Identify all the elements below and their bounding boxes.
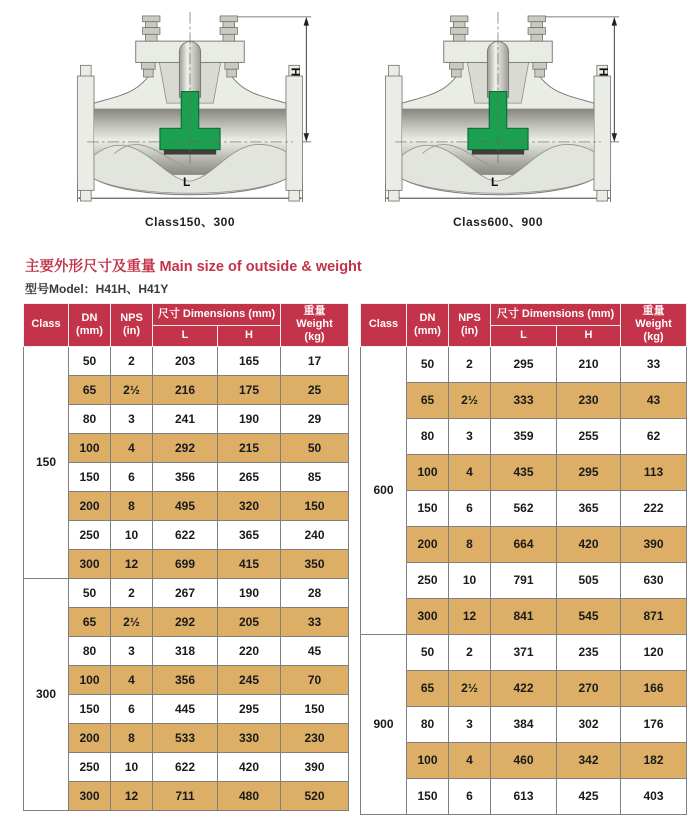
page-title <box>25 259 362 276</box>
data-cell: 2½ <box>449 670 491 706</box>
data-cell: 420 <box>218 752 281 781</box>
data-cell: 240 <box>281 520 349 549</box>
page-title-cn: 主要外形尺寸及重量 <box>25 259 156 275</box>
data-cell: 3 <box>449 706 491 742</box>
table-row <box>24 375 349 404</box>
data-cell: 320 <box>218 491 281 520</box>
data-cell: 3 <box>111 404 153 433</box>
data-cell: 250 <box>69 752 111 781</box>
data-cell: 12 <box>111 781 153 810</box>
data-cell: 371 <box>491 634 557 670</box>
col-header-weight-unit: (kg) <box>643 331 664 344</box>
data-cell: 150 <box>69 462 111 491</box>
data-cell: 4 <box>449 742 491 778</box>
col-header-class: Class <box>361 304 407 347</box>
title-block <box>25 259 362 297</box>
table-row <box>361 778 687 814</box>
data-cell: 333 <box>491 382 557 418</box>
col-header-weight-en: Weight <box>635 318 672 331</box>
data-cell: 356 <box>153 462 218 491</box>
table-row <box>24 549 349 578</box>
table-row <box>24 520 349 549</box>
valve-figure-class600-900 <box>372 8 624 230</box>
col-header-weight-cn: 重量 <box>642 305 665 317</box>
data-cell: 29 <box>281 404 349 433</box>
table-row <box>24 694 349 723</box>
class-cell: 900 <box>361 634 407 814</box>
col-header-nps-unit: (in) <box>460 324 479 337</box>
data-cell: 495 <box>153 491 218 520</box>
model-line: 型号Model：H41H、H41Y <box>25 282 169 297</box>
data-cell: 365 <box>218 520 281 549</box>
table-row <box>24 636 349 665</box>
table-row <box>24 491 349 520</box>
data-cell: 622 <box>153 752 218 781</box>
data-cell: 711 <box>153 781 218 810</box>
data-cell: 356 <box>153 665 218 694</box>
data-cell: 43 <box>621 382 687 418</box>
data-cell: 100 <box>407 742 449 778</box>
data-cell: 342 <box>557 742 621 778</box>
col-header-nps-unit: (in) <box>122 324 141 337</box>
data-cell: 8 <box>449 526 491 562</box>
data-cell: 533 <box>153 723 218 752</box>
data-cell: 10 <box>111 752 153 781</box>
col-header-l: L <box>491 326 557 346</box>
data-cell: 4 <box>449 454 491 490</box>
data-cell: 205 <box>218 607 281 636</box>
data-cell: 255 <box>557 418 621 454</box>
class-cell: 300 <box>24 578 69 810</box>
data-cell: 622 <box>153 520 218 549</box>
table-row <box>361 634 687 670</box>
data-cell: 203 <box>153 346 218 375</box>
data-cell: 384 <box>491 706 557 742</box>
dimensions-table-class150-300 <box>23 303 349 811</box>
col-header-dn <box>69 304 111 347</box>
data-cell: 8 <box>111 723 153 752</box>
data-cell: 182 <box>621 742 687 778</box>
figure-caption: Class150、300 <box>144 215 236 229</box>
data-cell: 350 <box>281 549 349 578</box>
table-row <box>24 346 349 375</box>
data-cell: 50 <box>69 346 111 375</box>
data-cell: 265 <box>218 462 281 491</box>
data-cell: 50 <box>407 346 449 382</box>
data-cell: 300 <box>407 598 449 634</box>
table-row <box>361 670 687 706</box>
data-cell: 2½ <box>111 375 153 404</box>
data-cell: 6 <box>449 778 491 814</box>
data-cell: 62 <box>621 418 687 454</box>
col-header-weight-cn: 重量 <box>303 305 326 317</box>
data-cell: 150 <box>281 491 349 520</box>
table-row <box>24 462 349 491</box>
data-cell: 6 <box>111 694 153 723</box>
data-cell: 270 <box>557 670 621 706</box>
data-cell: 545 <box>557 598 621 634</box>
data-cell: 100 <box>69 665 111 694</box>
data-cell: 33 <box>621 346 687 382</box>
data-cell: 33 <box>281 607 349 636</box>
data-cell: 65 <box>69 375 111 404</box>
dimension-label-l: L <box>183 175 191 189</box>
col-header-weight-en: Weight <box>296 318 333 331</box>
data-cell: 292 <box>153 607 218 636</box>
col-header-dn-top: DN <box>81 311 98 324</box>
data-cell: 699 <box>153 549 218 578</box>
dimension-label-h: H <box>596 67 611 77</box>
data-cell: 150 <box>281 694 349 723</box>
table-row <box>24 578 349 607</box>
col-header-nps-top: NPS <box>458 311 481 324</box>
col-header-dn <box>407 304 449 347</box>
col-header-h: H <box>557 326 621 346</box>
data-cell: 4 <box>111 433 153 462</box>
data-cell: 175 <box>218 375 281 404</box>
data-cell: 210 <box>557 346 621 382</box>
data-cell: 562 <box>491 490 557 526</box>
class-cell: 600 <box>361 346 407 634</box>
data-cell: 318 <box>153 636 218 665</box>
data-cell: 425 <box>557 778 621 814</box>
data-cell: 420 <box>557 526 621 562</box>
col-header-nps-top: NPS <box>120 311 143 324</box>
data-cell: 10 <box>111 520 153 549</box>
data-cell: 267 <box>153 578 218 607</box>
data-cell: 50 <box>407 634 449 670</box>
data-cell: 359 <box>491 418 557 454</box>
data-cell: 176 <box>621 706 687 742</box>
data-cell: 50 <box>69 578 111 607</box>
data-cell: 300 <box>69 781 111 810</box>
table-row <box>361 742 687 778</box>
table-row <box>24 404 349 433</box>
col-header-class: Class <box>24 304 69 347</box>
data-cell: 80 <box>69 404 111 433</box>
data-cell: 150 <box>407 490 449 526</box>
col-header-dimensions: 尺寸 Dimensions (mm) <box>491 304 621 326</box>
col-header-dimensions: 尺寸 Dimensions (mm) <box>153 304 281 326</box>
table-row <box>24 752 349 781</box>
data-cell: 70 <box>281 665 349 694</box>
data-cell: 230 <box>557 382 621 418</box>
data-cell: 2 <box>449 634 491 670</box>
data-cell: 166 <box>621 670 687 706</box>
data-cell: 113 <box>621 454 687 490</box>
data-cell: 80 <box>407 706 449 742</box>
col-header-dn-top: DN <box>419 311 436 324</box>
data-cell: 330 <box>218 723 281 752</box>
table-row <box>24 723 349 752</box>
data-cell: 4 <box>111 665 153 694</box>
data-cell: 200 <box>69 723 111 752</box>
data-cell: 6 <box>449 490 491 526</box>
table-row <box>24 781 349 810</box>
data-cell: 25 <box>281 375 349 404</box>
data-cell: 460 <box>491 742 557 778</box>
data-cell: 222 <box>621 490 687 526</box>
table-row <box>361 562 687 598</box>
col-header-nps <box>111 304 153 347</box>
table-row <box>24 665 349 694</box>
data-cell: 2 <box>111 578 153 607</box>
class-cell: 150 <box>24 346 69 578</box>
table-row <box>24 607 349 636</box>
data-cell: 17 <box>281 346 349 375</box>
table-row <box>24 433 349 462</box>
data-cell: 150 <box>407 778 449 814</box>
data-cell: 520 <box>281 781 349 810</box>
data-cell: 2½ <box>449 382 491 418</box>
data-cell: 215 <box>218 433 281 462</box>
col-header-weight-unit: (kg) <box>304 331 325 344</box>
data-cell: 12 <box>449 598 491 634</box>
table-row <box>361 454 687 490</box>
data-cell: 10 <box>449 562 491 598</box>
data-cell: 165 <box>218 346 281 375</box>
data-cell: 50 <box>281 433 349 462</box>
data-cell: 45 <box>281 636 349 665</box>
data-cell: 12 <box>111 549 153 578</box>
dimensions-table-class600-900 <box>360 303 687 815</box>
data-cell: 230 <box>281 723 349 752</box>
data-cell: 65 <box>407 670 449 706</box>
table-row <box>361 526 687 562</box>
data-cell: 85 <box>281 462 349 491</box>
data-cell: 613 <box>491 778 557 814</box>
data-cell: 300 <box>69 549 111 578</box>
page-title-en: Main size of outside & weight <box>159 259 362 275</box>
data-cell: 791 <box>491 562 557 598</box>
data-cell: 292 <box>153 433 218 462</box>
data-cell: 65 <box>69 607 111 636</box>
data-cell: 216 <box>153 375 218 404</box>
data-cell: 245 <box>218 665 281 694</box>
data-cell: 445 <box>153 694 218 723</box>
dimension-label-l: L <box>491 175 499 189</box>
data-cell: 120 <box>621 634 687 670</box>
data-cell: 841 <box>491 598 557 634</box>
col-header-nps <box>449 304 491 347</box>
data-cell: 302 <box>557 706 621 742</box>
data-cell: 3 <box>449 418 491 454</box>
col-header-dn-unit: (mm) <box>76 324 103 337</box>
figure-caption: Class600、900 <box>452 215 544 229</box>
table-row <box>361 418 687 454</box>
data-cell: 80 <box>69 636 111 665</box>
data-cell: 422 <box>491 670 557 706</box>
data-cell: 295 <box>218 694 281 723</box>
dimension-label-h: H <box>288 67 303 77</box>
data-cell: 100 <box>407 454 449 490</box>
data-cell: 150 <box>69 694 111 723</box>
data-cell: 480 <box>218 781 281 810</box>
data-cell: 390 <box>621 526 687 562</box>
data-cell: 2 <box>111 346 153 375</box>
data-cell: 8 <box>111 491 153 520</box>
data-cell: 65 <box>407 382 449 418</box>
data-cell: 190 <box>218 404 281 433</box>
data-cell: 250 <box>407 562 449 598</box>
data-cell: 190 <box>218 578 281 607</box>
data-cell: 630 <box>621 562 687 598</box>
data-cell: 365 <box>557 490 621 526</box>
valve-figure-class150-300 <box>64 8 316 230</box>
data-cell: 403 <box>621 778 687 814</box>
data-cell: 250 <box>69 520 111 549</box>
data-cell: 80 <box>407 418 449 454</box>
data-cell: 3 <box>111 636 153 665</box>
table-row <box>361 706 687 742</box>
col-header-h: H <box>218 326 281 346</box>
data-cell: 235 <box>557 634 621 670</box>
data-cell: 415 <box>218 549 281 578</box>
col-header-l: L <box>153 326 218 346</box>
data-cell: 871 <box>621 598 687 634</box>
col-header-dn-unit: (mm) <box>414 324 441 337</box>
data-cell: 295 <box>557 454 621 490</box>
col-header-weight <box>281 304 349 347</box>
table-row <box>361 490 687 526</box>
data-cell: 2½ <box>111 607 153 636</box>
data-cell: 505 <box>557 562 621 598</box>
table-row <box>361 598 687 634</box>
data-cell: 200 <box>69 491 111 520</box>
col-header-weight <box>621 304 687 347</box>
data-cell: 2 <box>449 346 491 382</box>
data-cell: 28 <box>281 578 349 607</box>
data-cell: 6 <box>111 462 153 491</box>
data-cell: 100 <box>69 433 111 462</box>
data-cell: 241 <box>153 404 218 433</box>
data-cell: 435 <box>491 454 557 490</box>
data-cell: 390 <box>281 752 349 781</box>
data-cell: 220 <box>218 636 281 665</box>
table-row <box>361 382 687 418</box>
data-cell: 200 <box>407 526 449 562</box>
data-cell: 295 <box>491 346 557 382</box>
table-row <box>361 346 687 382</box>
data-cell: 664 <box>491 526 557 562</box>
